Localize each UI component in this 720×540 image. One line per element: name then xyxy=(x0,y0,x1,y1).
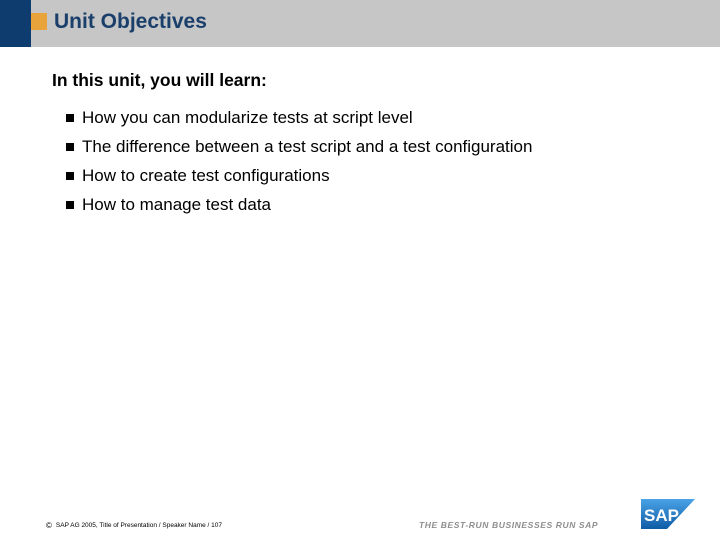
intro-heading: In this unit, you will learn: xyxy=(52,70,267,90)
square-bullet-icon xyxy=(66,172,74,180)
bullet-text: How to manage test data xyxy=(82,194,272,214)
square-bullet-icon xyxy=(66,114,74,122)
list-item xyxy=(66,161,532,190)
square-bullet-icon xyxy=(66,143,74,151)
bullet-text: How you can modularize tests at script level xyxy=(82,107,413,127)
list-item xyxy=(66,103,532,132)
footer-text: SAP AG 2005, Title of Presentation / Speaker Name / 107 xyxy=(55,522,222,529)
objectives-list xyxy=(66,103,532,219)
sap-logo-text: SAP xyxy=(644,506,679,525)
bullet-text: The difference between a test script and a test configuration xyxy=(82,136,533,156)
bullet-text: How to create test configurations xyxy=(82,165,330,185)
list-item xyxy=(66,190,532,219)
copyright-icon: © xyxy=(46,521,52,530)
list-item xyxy=(66,132,532,161)
sap-logo xyxy=(641,499,695,529)
slide-title: Unit Objectives xyxy=(54,10,207,33)
footer-tagline: THE BEST-RUN BUSINESSES RUN SAP xyxy=(419,520,599,530)
title-bar xyxy=(0,0,720,47)
title-stripe xyxy=(0,0,31,47)
title-accent-square xyxy=(31,13,47,30)
square-bullet-icon xyxy=(66,201,74,209)
footer-copyright xyxy=(46,521,222,530)
